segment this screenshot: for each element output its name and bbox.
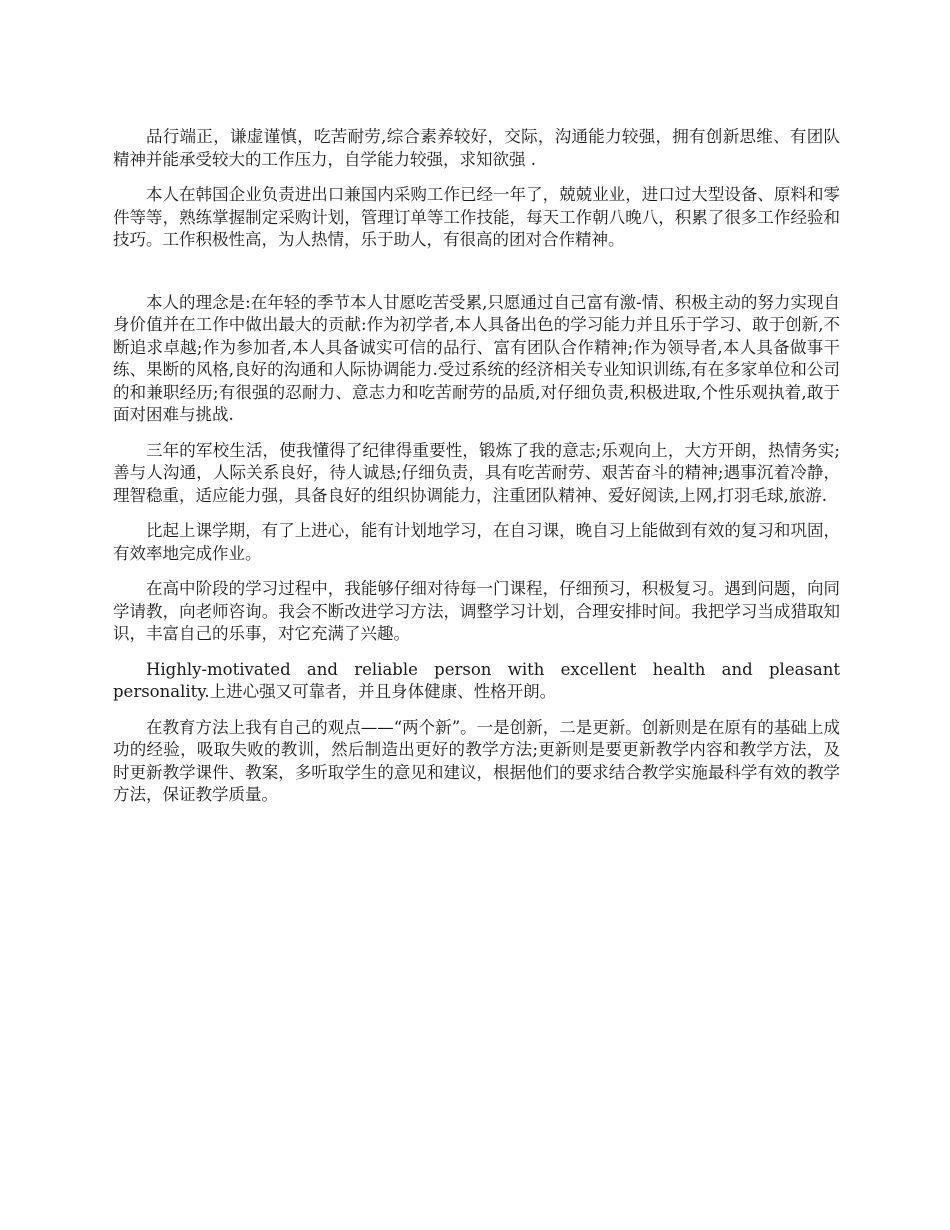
paragraph-character: 品行端正，谦虚谨慎，吃苦耐劳,综合素养较好，交际，沟通能力较强，拥有创新思维、有团队 精神并能承受较大的工作压力，自学能力较强，求知欲强 . <box>113 127 840 169</box>
paragraph-philosophy: 本人的理念是:在年轻的季节本人甘愿吃苦受累,只愿通过自己富有激-情、积极主动的努力实现自身价值并在工作中做出最大的贡献:作为初学者,本人具备出色的学习能力并且乐于学习、敢于创新,不断追求卓越;作为参加者,本人具备诚实可信的品行、富有团队合作精神;作为领导者,本人具备做事干练、果断的风格,良好的沟通和人际协调能力.受过系统的经济相关专业知识训练,有在多家单位和公司的和兼职经历;有很强的忍耐力、意志力和吃苦耐劳的品质,对仔细负责,积极进取,个性乐观执着,敢于面对困难与挑战. <box>113 292 840 424</box>
document-body <box>113 126 840 820</box>
paragraph-military-school: 三年的军校生活，使我懂得了纪律得重要性，锻炼了我的意志;乐观向上，大方开朗，热情务实;善与人沟通，人际关系良好，待人诚恳;仔细负责，具有吃苦耐劳、艰苦奋斗的精神;遇事沉着冷静，理智稳重，适应能力强，具备良好的组织协调能力，注重团队精神、爱好阅读,上网,打羽毛球,旅游. <box>113 440 840 505</box>
paragraph-teaching-method: 在教育方法上我有自己的观点——“两个新”。一是创新，二是更新。创新则是在原有的基础上成功的经验，吸取失败的教训，然后制造出更好的教学方法;更新则是要更新教学内容和教学方法，及时更新教学课件、教案，多听取学生的意见和建议，根据他们的要求结合教学实施最科学有效的教学方法，保证教学质量。 <box>113 717 840 804</box>
paragraph-high-school: 在高中阶段的学习过程中，我能够仔细对待每一门课程，仔细预习，积极复习。遇到问题，向同学请教，向老师咨询。我会不断改进学习方法，调整学习计划，合理安排时间。我把学习当成猎取知识，丰富自己的乐事，对它充满了兴趣。 <box>113 579 840 643</box>
paragraph-work-experience: 本人在韩国企业负责进出口兼国内采购工作已经一年了，兢兢业业，进口过大型设备、原料和零件等等，熟练掌握制定采购计划，管理订单等工作技能，每天工作朝八晚八，积累了很多工作经验和技巧。工作积极性高，为人热情，乐于助人，有很高的团对合作精神。 <box>113 185 840 249</box>
paragraph-study-habits: 比起上课学期，有了上进心，能有计划地学习，在自习课，晚自习上能做到有效的复习和巩固，有效率地完成作业。 <box>113 521 840 563</box>
paragraph-english-summary: Highly-motivated and reliable person with excellent health and pleasant personality.上进心强又可靠者，并且身体健康、性格开朗。 <box>113 659 840 701</box>
